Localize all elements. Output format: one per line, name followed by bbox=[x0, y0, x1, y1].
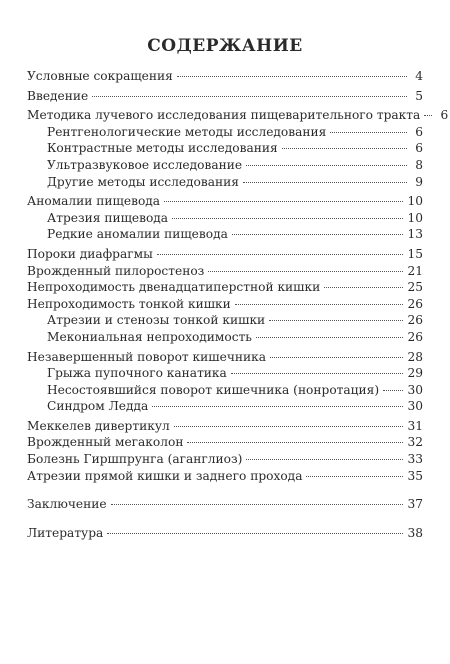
toc-entry-label: Незавершенный поворот кишечника bbox=[27, 349, 267, 364]
dot-leader bbox=[231, 373, 404, 374]
toc-page-number: 26 bbox=[407, 296, 423, 311]
toc-entry[interactable] bbox=[27, 349, 423, 366]
toc-entry-label: Введение bbox=[27, 88, 89, 103]
toc-entry-label: Аномалии пищевода bbox=[27, 194, 161, 209]
toc-page-number: 15 bbox=[407, 246, 423, 261]
dot-leader bbox=[107, 533, 403, 534]
toc-entry-label: Атрезии и стенозы тонкой кишки bbox=[47, 313, 266, 328]
dot-leader bbox=[164, 201, 403, 202]
toc-subentry[interactable] bbox=[27, 140, 423, 157]
toc-entry-label: Синдром Ледда bbox=[47, 399, 149, 414]
toc-page-number: 6 bbox=[415, 124, 423, 139]
toc-subentry[interactable] bbox=[27, 398, 423, 415]
toc-page-number: 32 bbox=[407, 435, 423, 450]
toc-entry-label: Методика лучевого исследования пищеварительного тракта bbox=[27, 108, 421, 123]
table-of-contents bbox=[27, 68, 449, 541]
toc-entry[interactable] bbox=[27, 88, 423, 105]
dot-leader bbox=[246, 165, 407, 166]
toc-page-number: 31 bbox=[407, 418, 423, 433]
toc-entry-label: Контрастные методы исследования bbox=[47, 141, 278, 156]
dot-leader bbox=[383, 390, 403, 391]
toc-spacer bbox=[27, 484, 423, 496]
toc-entry-label: Литература bbox=[27, 525, 104, 540]
toc-subentry[interactable] bbox=[27, 382, 423, 399]
toc-entry-label: Врожденный мегаколон bbox=[27, 435, 184, 450]
dot-leader bbox=[174, 426, 404, 427]
toc-page-number: 30 bbox=[407, 382, 423, 397]
toc-entry[interactable] bbox=[27, 525, 423, 542]
toc-entry[interactable] bbox=[27, 279, 423, 296]
dot-leader bbox=[243, 182, 407, 183]
dot-leader bbox=[172, 218, 403, 219]
dot-leader bbox=[232, 234, 404, 235]
toc-page-number: 29 bbox=[407, 366, 423, 381]
toc-entry-label: Непроходимость двенадцатиперстной кишки bbox=[27, 280, 321, 295]
toc-entry[interactable] bbox=[27, 451, 423, 468]
toc-subentry[interactable] bbox=[27, 226, 423, 243]
toc-entry[interactable] bbox=[27, 496, 423, 513]
toc-entry-label: Непроходимость тонкой кишки bbox=[27, 296, 231, 311]
toc-entry-label: Другие методы исследования bbox=[47, 174, 239, 189]
toc-entry-label: Заключение bbox=[27, 497, 107, 512]
toc-entry-label: Меккелев дивертикул bbox=[27, 418, 170, 433]
dot-leader bbox=[269, 320, 403, 321]
toc-subentry[interactable] bbox=[27, 329, 423, 346]
toc-entry-label: Атрезия пищевода bbox=[47, 210, 169, 225]
toc-page-number: 25 bbox=[407, 280, 423, 295]
dot-leader bbox=[187, 442, 403, 443]
toc-entry[interactable] bbox=[27, 418, 423, 435]
toc-page-number: 9 bbox=[415, 174, 423, 189]
dot-leader bbox=[92, 96, 407, 97]
dot-leader bbox=[177, 76, 407, 77]
toc-entry-label: Условные сокращения bbox=[27, 69, 173, 83]
toc-page-number: 6 bbox=[440, 108, 449, 123]
toc-page-number: 37 bbox=[407, 497, 423, 512]
toc-subentry[interactable] bbox=[27, 157, 423, 174]
dot-leader bbox=[208, 271, 403, 272]
toc-page-number: 10 bbox=[407, 210, 423, 225]
toc-page-number: 38 bbox=[407, 525, 423, 540]
toc-page-number: 13 bbox=[407, 227, 423, 242]
dot-leader bbox=[424, 115, 432, 116]
toc-entry[interactable] bbox=[27, 468, 423, 485]
toc-entry-label: Несостоявшийся поворот кишечника (нонротация) bbox=[47, 382, 380, 397]
toc-entry-label: Рентгенологические методы исследования bbox=[47, 124, 327, 139]
toc-subentry[interactable] bbox=[27, 312, 423, 329]
toc-entry-label: Болезнь Гиршпрунга (аганглиоз) bbox=[27, 452, 243, 467]
dot-leader bbox=[157, 254, 404, 255]
toc-entry-label: Мекониальная непроходимость bbox=[47, 329, 252, 344]
toc-page-number: 10 bbox=[407, 194, 423, 209]
toc-page-number: 8 bbox=[415, 157, 423, 172]
dot-leader bbox=[152, 406, 403, 407]
toc-page-number: 4 bbox=[415, 69, 423, 83]
page-title: СОДЕРЖАНИЕ bbox=[147, 36, 303, 56]
dot-leader bbox=[235, 304, 404, 305]
dot-leader bbox=[306, 476, 403, 477]
toc-entry[interactable] bbox=[27, 434, 423, 451]
toc-entry-label: Врожденный пилоростеноз bbox=[27, 263, 205, 278]
toc-entry-label: Атрезии прямой кишки и заднего прохода bbox=[27, 468, 303, 483]
toc-subentry[interactable] bbox=[27, 174, 423, 191]
toc-spacer bbox=[27, 513, 423, 525]
toc-page-number: 6 bbox=[415, 141, 423, 156]
toc-page-number: 28 bbox=[407, 349, 423, 364]
toc-page-number: 35 bbox=[407, 468, 423, 483]
toc-page-number: 26 bbox=[407, 329, 423, 344]
toc-entry-label: Редкие аномалии пищевода bbox=[47, 227, 228, 242]
toc-entry[interactable] bbox=[27, 107, 449, 124]
toc-entry[interactable] bbox=[27, 296, 423, 313]
toc-page-number: 21 bbox=[407, 263, 423, 278]
toc-entry[interactable] bbox=[27, 68, 423, 85]
toc-entry[interactable] bbox=[27, 193, 423, 210]
toc-page-number: 26 bbox=[407, 313, 423, 328]
toc-subentry[interactable] bbox=[27, 124, 423, 141]
toc-page-number: 30 bbox=[407, 399, 423, 414]
toc-subentry[interactable] bbox=[27, 365, 423, 382]
toc-page-number: 5 bbox=[415, 88, 423, 103]
dot-leader bbox=[246, 459, 403, 460]
toc-subentry[interactable] bbox=[27, 210, 423, 227]
dot-leader bbox=[324, 287, 403, 288]
dot-leader bbox=[256, 337, 404, 338]
toc-entry-label: Грыжа пупочного канатика bbox=[47, 366, 227, 381]
toc-entry-label: Ультразвуковое исследование bbox=[47, 157, 243, 172]
toc-entry[interactable] bbox=[27, 246, 423, 263]
dot-leader bbox=[111, 504, 404, 505]
toc-page-number: 33 bbox=[407, 452, 423, 467]
dot-leader bbox=[282, 148, 407, 149]
toc-entry[interactable] bbox=[27, 263, 423, 280]
dot-leader bbox=[270, 357, 403, 358]
dot-leader bbox=[330, 132, 407, 133]
toc-entry-label: Пороки диафрагмы bbox=[27, 246, 153, 261]
